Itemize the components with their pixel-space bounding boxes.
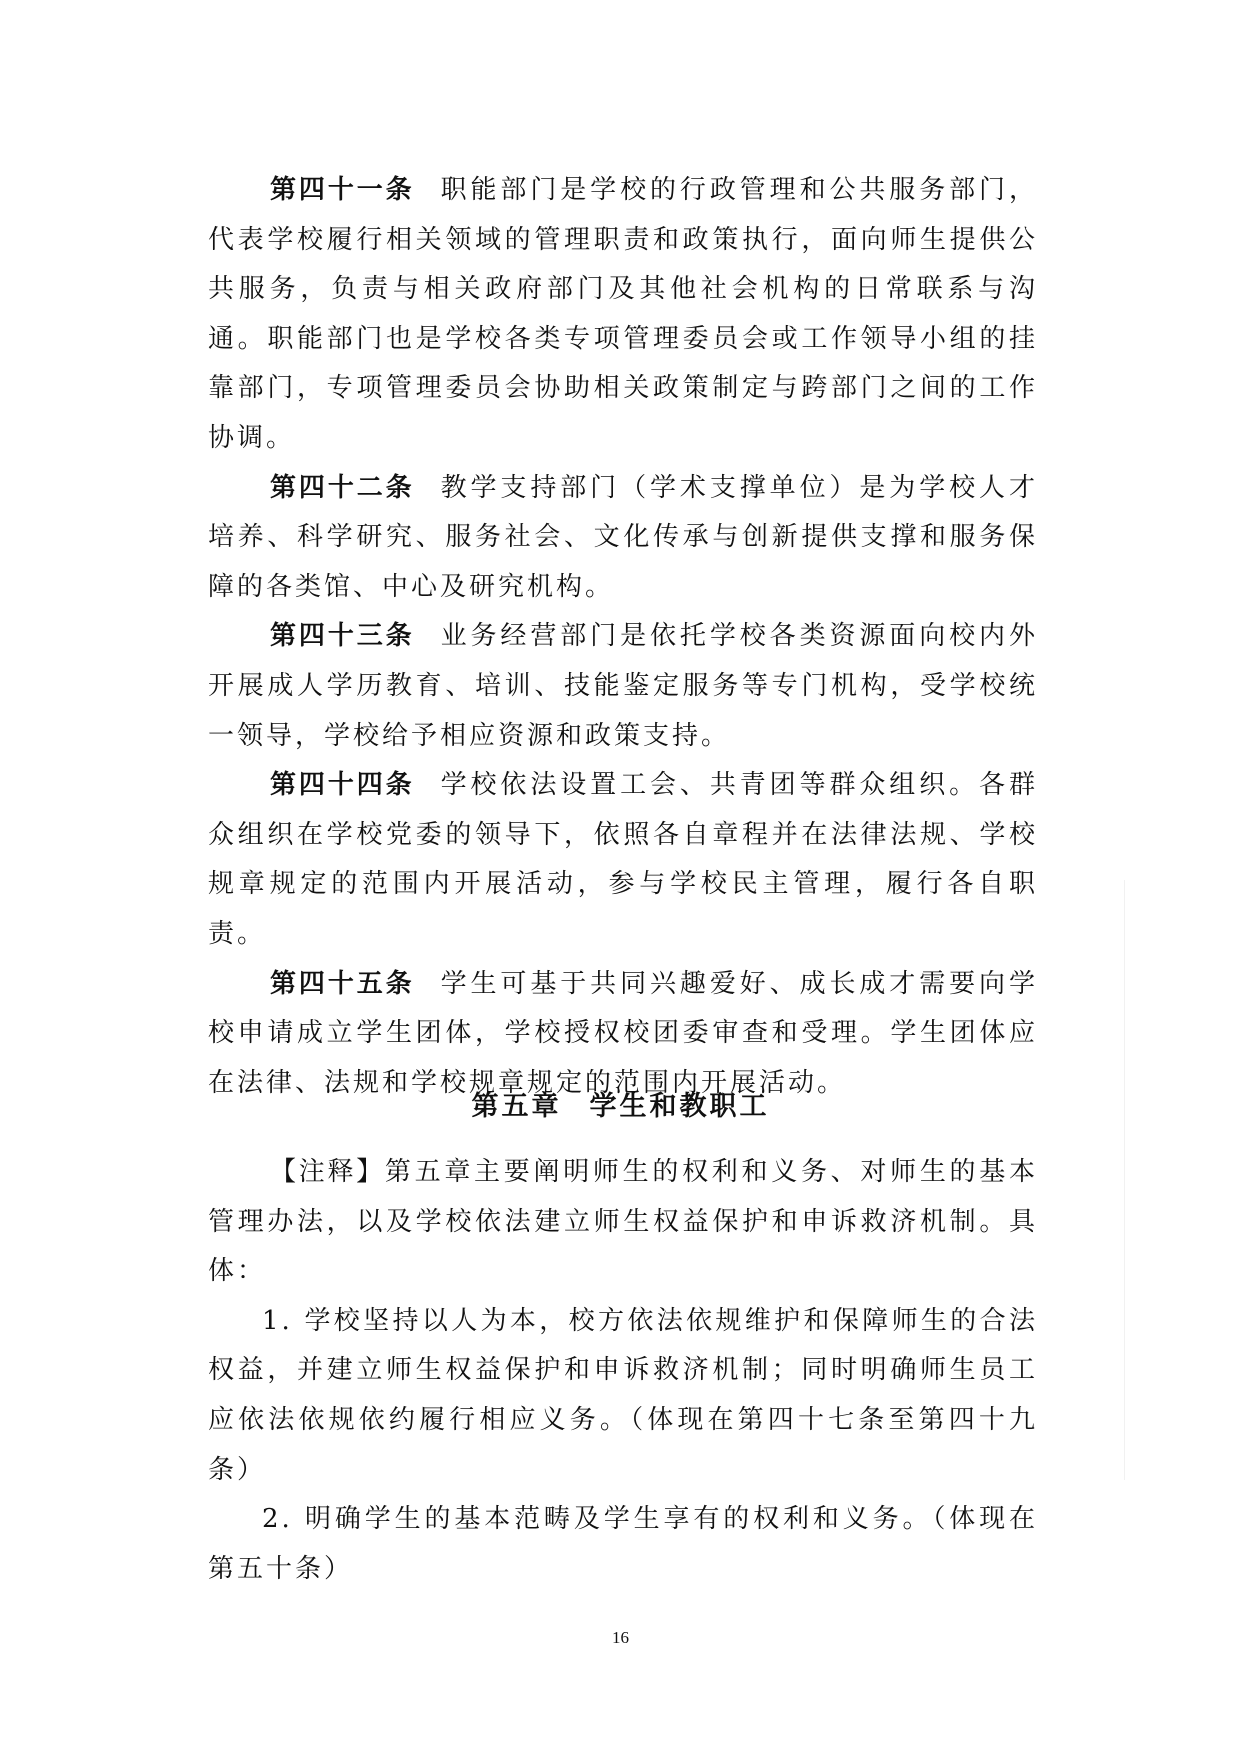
article-number: 第四十一条: [270, 175, 415, 205]
article-44: [208, 761, 1038, 959]
chapter-number: 第五章: [471, 1091, 562, 1122]
note-text: 第五章主要阐明师生的权利和义务、对师生的基本管理办法，以及学校依法建立师生权益保护和申诉救济机制。具体：: [208, 1157, 1038, 1287]
article-number: 第四十三条: [270, 621, 415, 652]
article-number: 第四十二条: [270, 472, 415, 503]
article-43: [208, 612, 1038, 761]
list-item: [208, 1495, 1038, 1594]
article-text: 职能部门是学校的行政管理和公共服务部门，代表学校履行相关领域的管理职责和政策执行，面向师生提供公共服务，负责与相关政府部门及其他社会机构的日常联系与沟通。职能部门也是学校各类专项管理委员会或工作领导小组的挂靠部门，专项管理委员会协助相关政策制定与跨部门之间的工作协调。: [208, 175, 1038, 453]
scan-fold-line: [1124, 880, 1125, 1480]
article-number: 第四十四条: [270, 770, 415, 801]
article-text: 学校依法设置工会、共青团等群众组织。各群众组织在学校党委的领导下，依照各自章程并在法律法规、学校规章规定的范围内开展活动，参与学校民主管理，履行各自职责。: [208, 770, 1038, 949]
chapter-note-section: [208, 1148, 1038, 1594]
article-text: 教学支持部门（学术支撑单位）是为学校人才培养、科学研究、服务社会、文化传承与创新提供支撑和服务保障的各类馆、中心及研究机构。: [208, 472, 1038, 602]
article-41: [208, 166, 1038, 464]
chapter-heading: [0, 1084, 1241, 1123]
list-text: 明确学生的基本范畴及学生享有的权利和义务。（体现在第五十条）: [208, 1504, 1038, 1584]
chapter-title-text: 学生和教职工: [589, 1091, 770, 1122]
article-number: 第四十五条: [270, 968, 415, 999]
note-paragraph: [208, 1148, 1038, 1297]
articles-section: [208, 166, 1038, 1108]
list-text: 学校坚持以人为本，校方依法依规维护和保障师生的合法权益，并建立师生权益保护和申诉救济机制；同时明确师生员工应依法依规依约履行相应义务。（体现在第四十七条至第四十九条）: [208, 1305, 1038, 1485]
page-number: 16: [612, 1628, 629, 1647]
list-item: [208, 1297, 1038, 1495]
article-42: [208, 464, 1038, 613]
article-text: 业务经营部门是依托学校各类资源面向校内外开展成人学历教育、培训、技能鉴定服务等专门机构，受学校统一领导，学校给予相应资源和政策支持。: [208, 621, 1038, 751]
list-marker: 2.: [262, 1504, 293, 1535]
note-label: 【注释】: [270, 1157, 385, 1187]
article-text: 学生可基于共同兴趣爱好、成长成才需要向学校申请成立学生团体，学校授权校团委审查和受理。学生团体应在法律、法规和学校规章规定的范围内开展活动。: [208, 968, 1038, 1098]
list-marker: 1.: [262, 1305, 293, 1336]
